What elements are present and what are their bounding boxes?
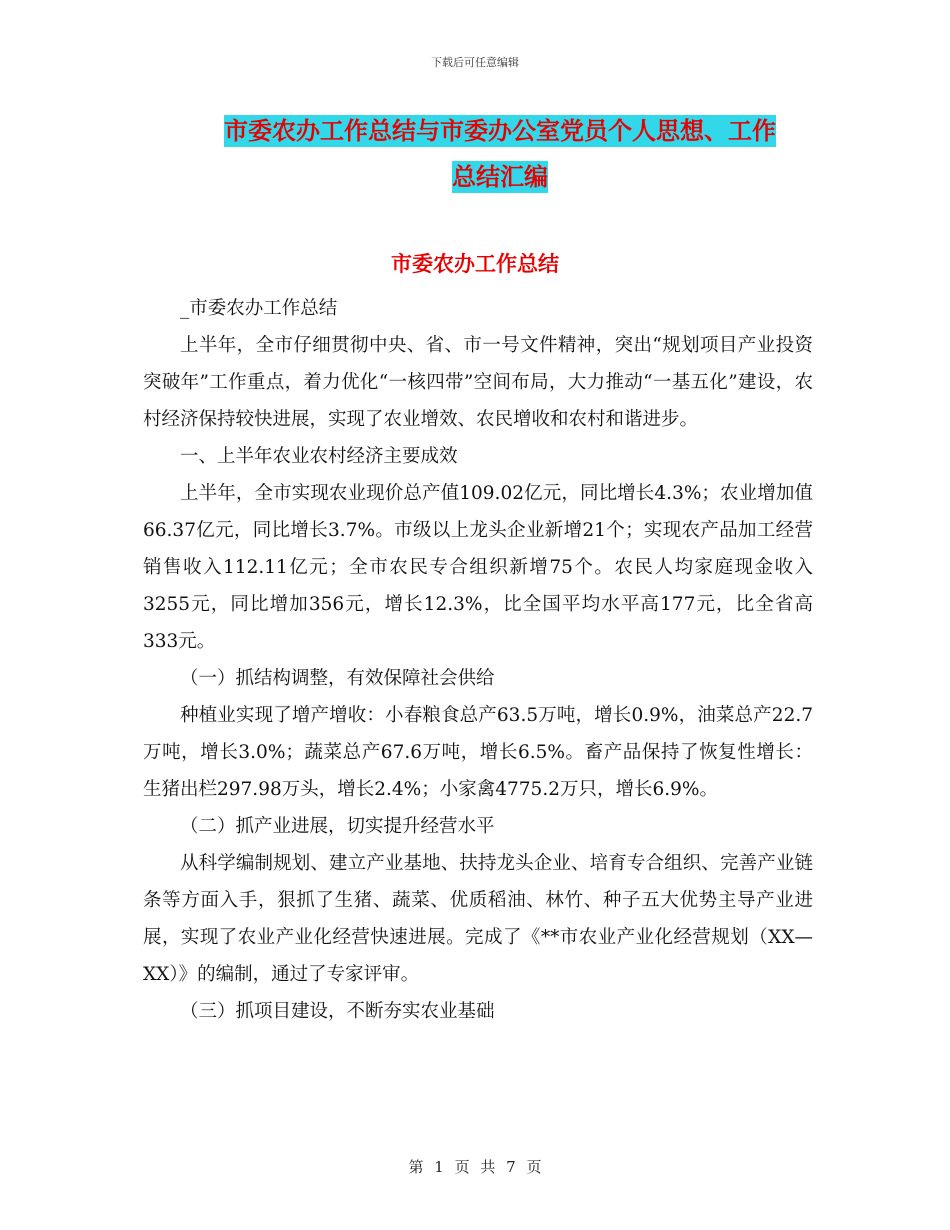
paragraph: （二）抓产业进展，切实提升经营水平: [180, 816, 495, 837]
paragraph: 一、上半年农业农村经济主要成效: [180, 446, 458, 467]
paragraph: 上半年，全市实现农业现价总产值109.02亿元，同比增长4.3%；农业增加值66.37亿元，同比增长3.7%。市级以上龙头企业新增21个；实现农产品加工经营销售收入112.11亿元；全市农民专合组织新增75个。农民人均家庭现金收入3255元，同比增加356元，增长12.3%，比全国平均水平高177元，比全省高333元。: [143, 483, 813, 652]
paragraph: _市委农办工作总结: [180, 298, 338, 319]
paragraph: 从科学编制规划、建立产业基地、扶持龙头企业、培育专合组织、完善产业链条等方面入手，狠抓了生猪、蔬菜、优质稻油、林竹、种子五大优势主导产业进展，实现了农业产业化经营快速进展。完成了《**市农业产业化经营规划（XX—XX）》的编制，通过了专家评审。: [143, 853, 813, 985]
header-note: 下载后可任意编辑: [431, 56, 519, 69]
title-line-1: 市委农办工作总结与市委办公室党员个人思想、工作: [224, 117, 776, 145]
page-number-footer: 第 1 页 共 7 页: [408, 1158, 542, 1176]
paragraph: （三）抓项目建设，不断夯实农业基础: [180, 1001, 495, 1022]
paragraph: （一）抓结构调整，有效保障社会供给: [180, 668, 495, 689]
title-line-2: 总结汇编: [452, 163, 548, 191]
paragraph: 种植业实现了增产增收：小春粮食总产63.5万吨，增长0.9%，油菜总产22.7万吨，增长3.0%；蔬菜总产67.6万吨，增长6.5%。畜产品保持了恢复性增长：生猪出栏297.98万头，增长2.4%；小家禽4775.2万只，增长6.9%。: [143, 705, 813, 800]
paragraph: 上半年，全市仔细贯彻中央、省、市一号文件精神，突出“规划项目产业投资突破年”工作重点，着力优化“一核四带”空间布局，大力推动“一基五化”建设，农村经济保持较快进展，实现了农业增效、农民增收和农村和谐进步。: [143, 335, 813, 430]
section-title: 市委农办工作总结: [391, 252, 559, 276]
document-title: [150, 108, 850, 200]
document-body: [143, 290, 813, 1030]
